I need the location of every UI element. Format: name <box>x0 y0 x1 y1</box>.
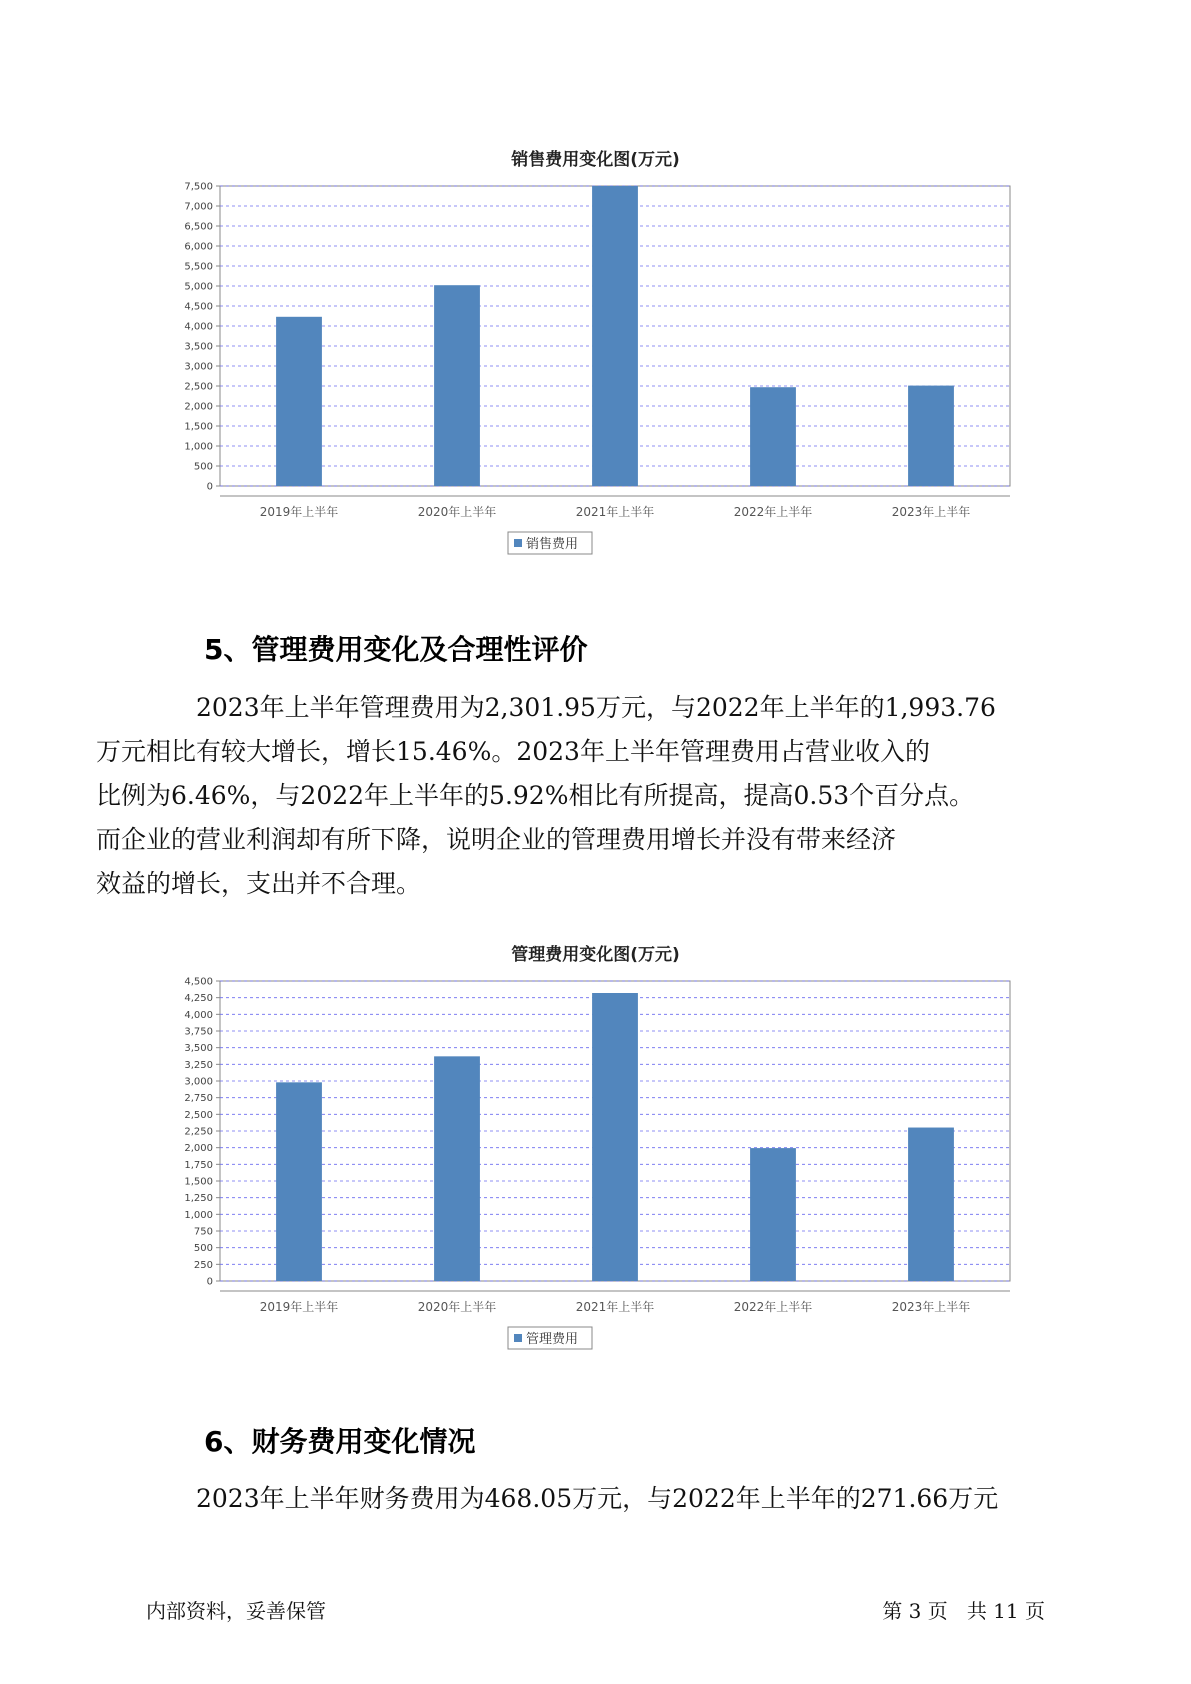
sales-chart-y-tick-label: 4,000 <box>184 321 213 333</box>
admin-chart-y-tick-label: 2,250 <box>184 1126 213 1138</box>
sales-chart-y-tick-label: 0 <box>206 481 213 493</box>
admin-chart-y-tick-label: 3,500 <box>184 1043 213 1055</box>
sales-chart-y-tick-label: 5,500 <box>184 261 213 273</box>
sales-chart-x-tick-label: 2022年上半年 <box>733 505 813 519</box>
section6-heading: 6、财务费用变化情况 <box>204 1425 476 1458</box>
sales-chart-bar <box>276 317 322 486</box>
admin-chart-y-tick-label: 4,500 <box>184 976 213 988</box>
admin-chart-y-tick-label: 3,000 <box>184 1076 213 1088</box>
section5-line: 2023年上半年管理费用为2,301.95万元，与2022年上半年的1,993.76 <box>196 693 996 722</box>
sales-chart-bar <box>592 186 638 486</box>
sales-chart-x-tick-label: 2020年上半年 <box>417 505 497 519</box>
sales-chart-y-tick-label: 3,500 <box>184 341 213 353</box>
sales-chart-y-tick-label: 1,000 <box>184 441 213 453</box>
admin-chart-x-tick-label: 2022年上半年 <box>733 1300 813 1314</box>
admin-chart-bar <box>276 1082 322 1281</box>
admin-chart-y-tick-label: 1,000 <box>184 1209 213 1221</box>
admin-chart-legend-swatch <box>514 1334 522 1342</box>
sales-chart-y-tick-label: 7,000 <box>184 201 213 213</box>
section5-line: 效益的增长，支出并不合理。 <box>96 869 422 898</box>
sales-chart-y-tick-label: 500 <box>193 461 213 473</box>
sales-chart-y-tick-label: 7,500 <box>184 181 213 193</box>
sales-chart-bar <box>750 387 796 486</box>
sales-chart-y-tick-label: 5,000 <box>184 281 213 293</box>
admin-chart-x-tick-label: 2019年上半年 <box>259 1300 339 1314</box>
admin-chart-y-tick-label: 2,500 <box>184 1109 213 1121</box>
sales-chart-legend <box>508 532 592 554</box>
admin-chart-x-tick-label: 2023年上半年 <box>891 1300 971 1314</box>
admin-expense-bar-chart <box>150 975 1030 1385</box>
admin-chart-y-tick-label: 250 <box>193 1259 213 1271</box>
admin-chart-bar <box>592 993 638 1281</box>
section5-line: 而企业的营业利润却有所下降，说明企业的管理费用增长并没有带来经济 <box>96 825 897 854</box>
sales-chart-y-tick-label: 4,500 <box>184 301 213 313</box>
admin-chart-y-tick-label: 1,500 <box>184 1176 213 1188</box>
admin-chart-y-tick-label: 500 <box>193 1243 213 1255</box>
admin-chart-y-tick-label: 4,250 <box>184 993 213 1005</box>
admin-chart-bar <box>908 1128 954 1281</box>
admin-chart-y-tick-label: 2,000 <box>184 1143 213 1155</box>
section6-paragraph <box>146 1477 1046 1521</box>
section5-line: 比例为6.46%，与2022年上半年的5.92%相比有所提高，提高0.53个百分点。 <box>96 781 975 810</box>
sales-chart-y-tick-label: 2,000 <box>184 401 213 413</box>
admin-chart-bar <box>434 1056 480 1281</box>
admin-expense-chart-title: 管理费用变化图(万元) <box>511 945 680 965</box>
sales-expense-chart-title: 销售费用变化图(万元) <box>511 150 680 170</box>
admin-chart-y-tick-label: 1,750 <box>184 1159 213 1171</box>
admin-chart-bar <box>750 1148 796 1281</box>
admin-chart-y-tick-label: 3,750 <box>184 1026 213 1038</box>
sales-chart-x-tick-label: 2021年上半年 <box>575 505 655 519</box>
section5-heading: 5、管理费用变化及合理性评价 <box>204 633 588 666</box>
admin-chart-x-tick-label: 2020年上半年 <box>417 1300 497 1314</box>
footer-confidential-note: 内部资料，妥善保管 <box>146 1599 326 1623</box>
sales-chart-legend-swatch <box>514 539 522 547</box>
admin-chart-legend-label: 管理费用 <box>526 1332 579 1347</box>
sales-chart-y-tick-label: 6,000 <box>184 241 213 253</box>
sales-chart-y-tick-label: 3,000 <box>184 361 213 373</box>
admin-chart-y-tick-label: 750 <box>193 1226 213 1238</box>
sales-chart-legend-label: 销售费用 <box>526 537 579 552</box>
admin-chart-y-tick-label: 3,250 <box>184 1059 213 1071</box>
admin-chart-y-tick-label: 4,000 <box>184 1009 213 1021</box>
section5-paragraph <box>96 686 1046 906</box>
sales-chart-y-tick-label: 2,500 <box>184 381 213 393</box>
sales-chart-x-tick-label: 2019年上半年 <box>259 505 339 519</box>
section5-line: 万元相比有较大增长，增长15.46%。2023年上半年管理费用占营业收入的 <box>96 737 930 766</box>
sales-chart-x-tick-label: 2023年上半年 <box>891 505 971 519</box>
admin-chart-x-tick-label: 2021年上半年 <box>575 1300 655 1314</box>
sales-chart-y-tick-label: 1,500 <box>184 421 213 433</box>
admin-chart-y-tick-label: 1,250 <box>184 1193 213 1205</box>
sales-chart-y-tick-label: 6,500 <box>184 221 213 233</box>
admin-chart-legend <box>508 1327 592 1349</box>
footer-page-number: 第 3 页 共 11 页 <box>882 1599 1045 1623</box>
sales-chart-bar <box>434 285 480 486</box>
admin-chart-y-tick-label: 0 <box>206 1276 213 1288</box>
section6-line: 2023年上半年财务费用为468.05万元，与2022年上半年的271.66万元 <box>196 1484 999 1513</box>
admin-chart-y-tick-label: 2,750 <box>184 1093 213 1105</box>
sales-expense-bar-chart <box>150 180 1030 590</box>
sales-chart-bar <box>908 386 954 486</box>
